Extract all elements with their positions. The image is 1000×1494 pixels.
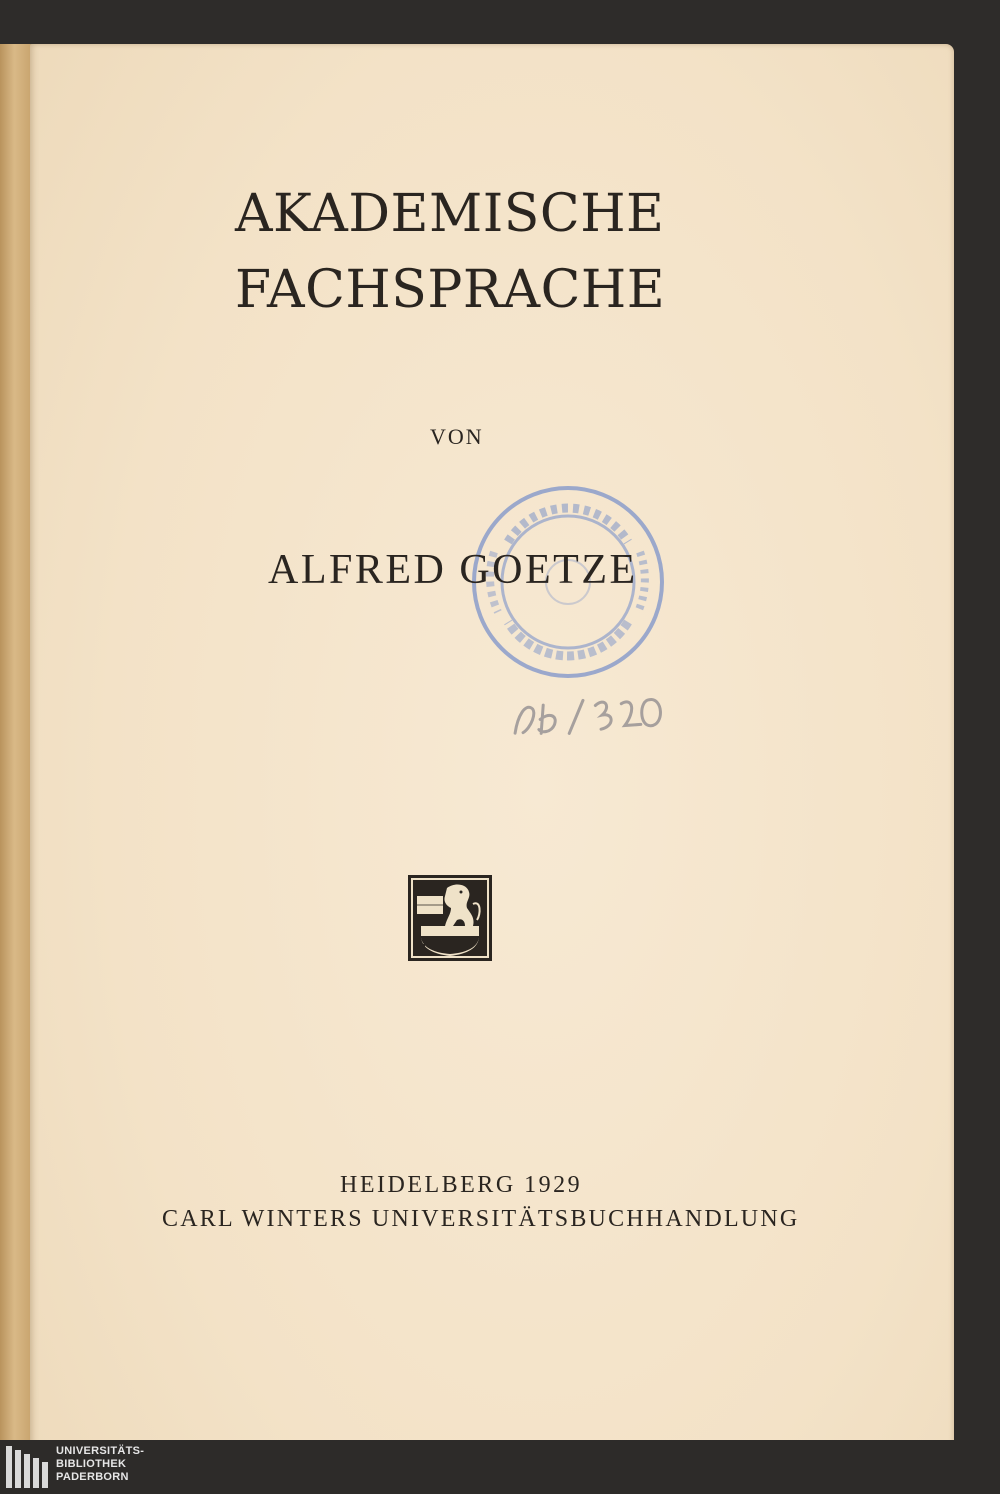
by-label: VON (430, 424, 484, 449)
library-logo[interactable] (4, 1444, 204, 1492)
university-library-logo-icon (4, 1444, 50, 1492)
imprint-place-year: HEIDELBERG 1929 (340, 1172, 583, 1198)
bleed-through-text (188, 614, 193, 635)
book-title-line-1: AKADEMISCHE (235, 184, 665, 244)
author-name: ALFRED GOETZE (268, 547, 638, 593)
imprint-publisher: CARL WINTERS UNIVERSITÄTSBUCHHANDLUNG (162, 1206, 800, 1232)
logo-text-line-2: BIBLIOTHEK (56, 1458, 127, 1470)
book-title-line-2: FACHSPRACHE (235, 260, 666, 320)
logo-text-line-1: UNIVERSITÄTS- (56, 1445, 145, 1457)
logo-text-line-3: PADERBORN (56, 1471, 129, 1483)
lion-heraldic-emblem-icon (407, 874, 493, 962)
